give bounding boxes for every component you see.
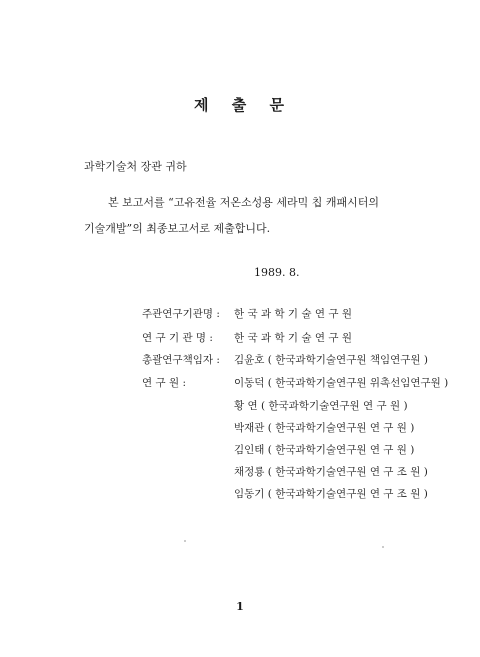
- body-text-line-2: 기술개발”의 최종보고서로 제출합니다.: [84, 222, 271, 235]
- page-number: 1: [236, 600, 244, 613]
- addressee: 과학기술처 장관 귀하: [84, 160, 187, 173]
- credit-row: [142, 330, 352, 345]
- credit-label: 연 구 기 관 명 :: [142, 332, 213, 344]
- credit-value: 이동덕 ( 한국과학기술연구원 위촉선임연구원 ): [234, 377, 449, 389]
- credit-row: [142, 352, 428, 367]
- credit-value: 채정룡 ( 한국과학기술연구원 연 구 조 원 ): [234, 466, 428, 478]
- scan-speck: [184, 540, 186, 542]
- credit-label: 연 구 원 :: [142, 377, 186, 389]
- credit-value: 황 연 ( 한국과학기술연구원 연 구 원 ): [234, 400, 408, 412]
- credit-value: 김인태 ( 한국과학기술연구원 연 구 원 ): [234, 444, 415, 456]
- submission-date: 1989. 8.: [254, 266, 300, 279]
- credit-label: 총괄연구책임자 :: [142, 354, 220, 366]
- credit-value: 박재관 ( 한국과학기술연구원 연 구 원 ): [234, 422, 415, 434]
- credit-value: 한 국 과 학 기 술 연 구 원: [234, 308, 352, 320]
- credit-row: [234, 442, 414, 457]
- page-title: 제 출 문: [194, 96, 286, 114]
- credit-row: [142, 375, 448, 390]
- credit-row: [234, 486, 428, 501]
- credit-row: [234, 420, 414, 435]
- credit-value: 임동기 ( 한국과학기술연구원 연 구 조 원 ): [234, 488, 428, 500]
- credit-row: [234, 464, 428, 479]
- body-text-line-1: 본 보고서를 “고유전율 저온소성용 세라믹 칩 캐패시터의: [108, 196, 379, 209]
- credit-label: 주관연구기관명 :: [142, 308, 220, 320]
- credit-row: [234, 398, 408, 413]
- scan-speck: [382, 546, 384, 548]
- credit-value: 김윤호 ( 한국과학기술연구원 책임연구원 ): [234, 354, 428, 366]
- credit-value: 한 국 과 학 기 술 연 구 원: [234, 332, 352, 344]
- credit-row: [142, 306, 352, 321]
